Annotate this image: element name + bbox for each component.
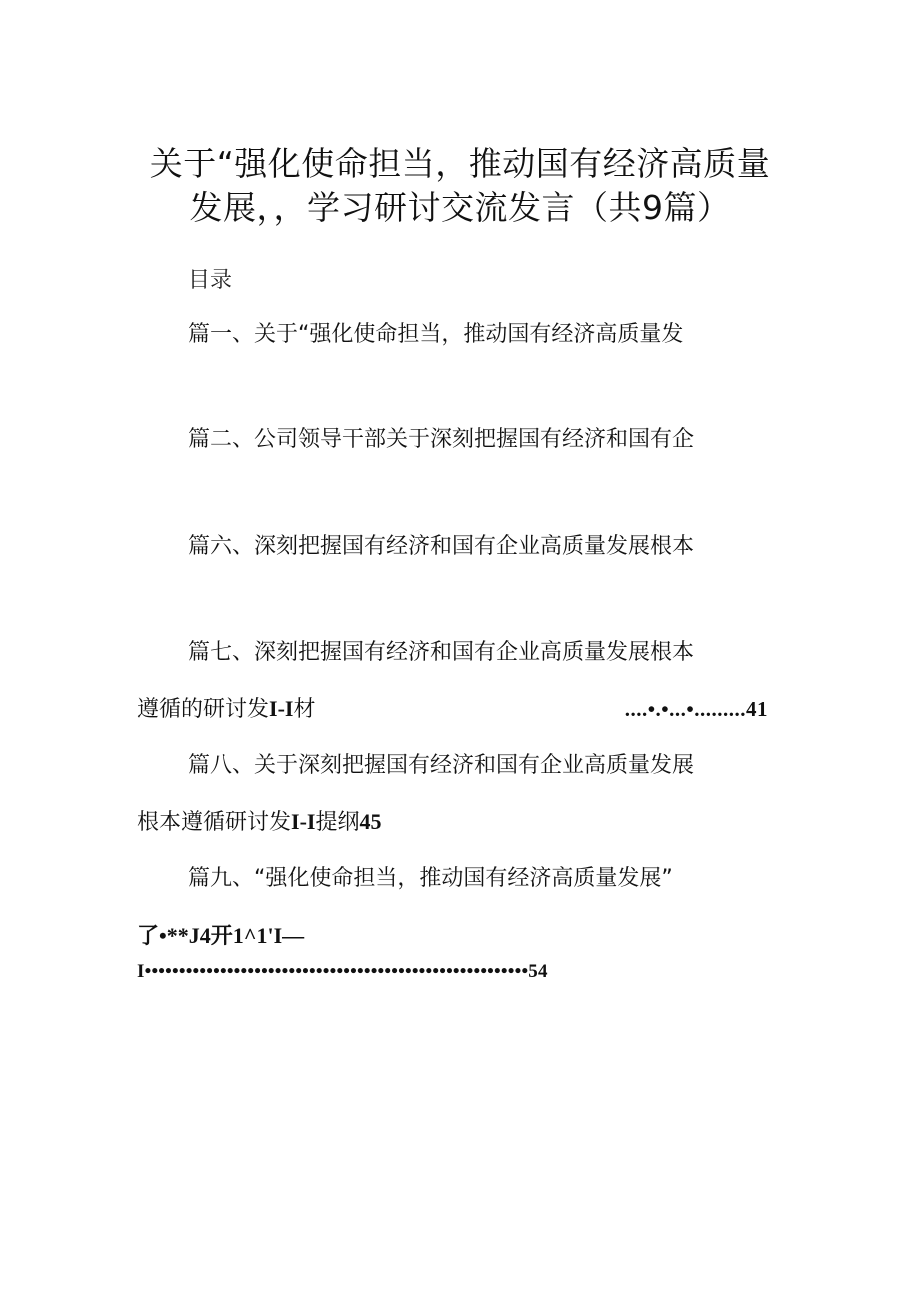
toc-entry-5-cont-prefix: 根本遵循研讨发 bbox=[137, 810, 292, 835]
toc-entry-2[interactable]: 篇二、公司领导干部关于深刻把握国有经济和国有企 bbox=[188, 427, 695, 452]
toc-heading: 目录 bbox=[188, 268, 233, 293]
toc-entry-6-continuation[interactable]: 了•**J4开1^1'I— bbox=[137, 923, 305, 948]
toc-entry-4-cont-bold: I-I bbox=[269, 696, 294, 721]
toc-entry-6[interactable]: 篇九、“强化使命担当，推动国有经济高质量发展” bbox=[188, 866, 673, 891]
toc-entry-1[interactable]: 篇一、关于“强化使命担当，推动国有经济高质量发 bbox=[188, 322, 684, 347]
toc-entry-5-continuation[interactable] bbox=[137, 805, 381, 840]
toc-entry-3[interactable]: 篇六、深刻把握国有经济和国有企业高质量发展根本 bbox=[188, 534, 695, 559]
toc-entry-5-cont-bold: I-I bbox=[291, 809, 316, 834]
toc-entry-5-cont-suffix: 提纲 bbox=[315, 810, 360, 835]
toc-entry-4-continuation[interactable] bbox=[137, 692, 315, 727]
document-title-line-2: 发展，，学习研讨交流发言（共9篇） bbox=[189, 188, 731, 227]
toc-entry-6-page-leader: I••••••••••••••••••••••••••••••••••••••••••••••••••••••••54 bbox=[137, 961, 548, 982]
toc-entry-5[interactable]: 篇八、关于深刻把握国有经济和国有企业高质量发展 bbox=[188, 753, 695, 778]
toc-entry-4-cont-suffix: 材 bbox=[293, 697, 316, 722]
toc-entry-4-page-leader: ....•.•...•.........41 bbox=[624, 697, 768, 721]
toc-entry-5-page-number: 45 bbox=[359, 809, 382, 834]
toc-entry-4[interactable]: 篇七、深刻把握国有经济和国有企业高质量发展根本 bbox=[188, 640, 695, 665]
toc-entry-4-cont-prefix: 遵循的研讨发 bbox=[137, 697, 270, 722]
document-title-line-1: 关于“强化使命担当，推动国有经济高质量 bbox=[149, 144, 771, 183]
